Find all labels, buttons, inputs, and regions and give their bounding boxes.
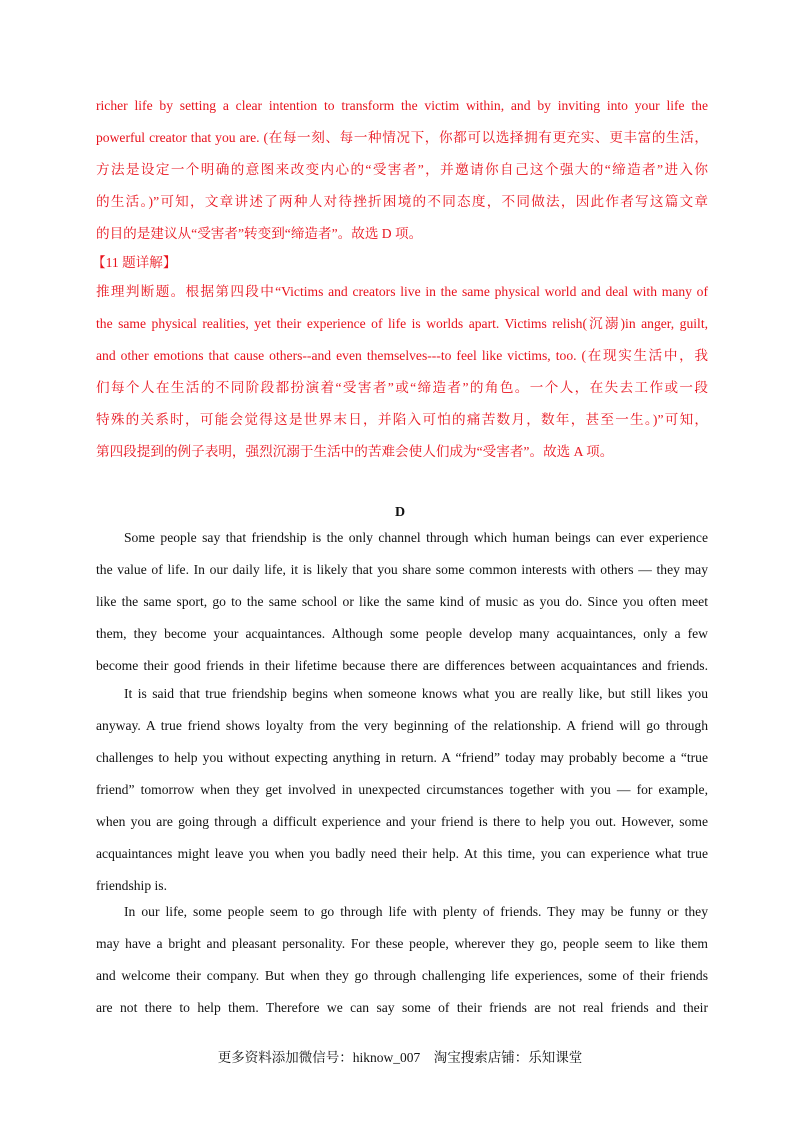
- answer-c-line-3: 方法是设定一个明确的意图来改变内心的“受害者”，并邀请你自己这个强大的“缔造者”进入你: [96, 162, 708, 177]
- answer-11-heading: 【11 题详解】: [92, 255, 177, 270]
- passage-d-line-3: like the same sport, go to the same school or like the same kind of music as you do. Since you often meet: [96, 594, 708, 609]
- answer-11-line-5: 特殊的关系时，可能会觉得这是世界末日，并陷入可怕的痛苦数月，数年，甚至一生。)”可知，: [96, 412, 708, 427]
- passage-d-line-5: become their good friends in their lifetime because there are differences between acquaintances and friends.: [96, 658, 708, 673]
- passage-d-line-9: friend” tomorrow when they get involved in unexpected circumstances together with you — for example,: [96, 782, 708, 797]
- answer-c-line-5: 的目的是建议从“受害者”转变到“缔造者”。故选 D 项。: [96, 226, 423, 241]
- answer-11-line-4: 们每个人在生活的不同阶段都扮演着“受害者”或“缔造者”的角色。一个人，在失去工作或一段: [96, 380, 708, 395]
- passage-d-line-7: anyway. A true friend shows loyalty from the very beginning of the relationship. A friend will go through: [96, 718, 708, 733]
- passage-d-line-10: when you are going through a difficult experience and your friend is there to help you out. However, some: [96, 814, 708, 829]
- answer-c-line-1: richer life by setting a clear intention to transform the victim within, and by inviting into your life the: [96, 98, 708, 113]
- passage-d-line-11: acquaintances might leave you when you badly need their help. At this time, you can experience what true: [96, 846, 708, 861]
- passage-d-line-4: them, they become your acquaintances. Although some people develop many acquaintances, only a few: [96, 626, 708, 641]
- passage-d-title: D: [394, 505, 406, 520]
- answer-c-line-4: 的生活。)”可知，文章讲述了两种人对待挫折困境的不同态度，不同做法，因此作者写这篇文章: [96, 194, 708, 209]
- passage-d-line-1: Some people say that friendship is the only channel through which human beings can ever experience: [124, 530, 708, 545]
- answer-11-line-3: and other emotions that cause others--and even themselves---to feel like victims, too. (在现实生活中，我: [96, 348, 708, 363]
- passage-d-line-2: the value of life. In our daily life, it is likely that you share some common interests with others — they may: [96, 562, 708, 577]
- answer-11-line-6: 第四段提到的例子表明，强烈沉溺于生活中的苦难会使人们成为“受害者”。故选 A 项。: [96, 444, 614, 459]
- answer-11-line-1: 推理判断题。根据第四段中“Victims and creators live in the same physical world and deal with many of: [96, 284, 708, 299]
- answer-11-line-2: the same physical realities, yet their experience of life is worlds apart. Victims relish(沉溺)in anger, guilt,: [96, 316, 708, 331]
- passage-d-line-13: In our life, some people seem to go through life with plenty of friends. They may be funny or they: [124, 904, 708, 919]
- passage-d-line-6: It is said that true friendship begins when someone knows what you are really like, but still likes you: [124, 686, 708, 701]
- page-footer: 更多资料添加微信号：hiknow_007 淘宝搜索店铺：乐知课堂: [217, 1050, 583, 1065]
- passage-d-line-8: challenges to help you without expecting anything in return. A “friend” today may probably become a “true: [96, 750, 708, 765]
- answer-c-line-2: powerful creator that you are. (在每一刻、每一种情况下，你都可以选择拥有更充实、更丰富的生活，: [96, 130, 708, 145]
- passage-d-line-14: may have a bright and pleasant personality. For these people, wherever they go, people seem to like them: [96, 936, 708, 951]
- passage-d-line-16: are not there to help them. Therefore we can say some of their friends are not real friends and their: [96, 1000, 708, 1015]
- passage-d-line-12: friendship is.: [96, 878, 167, 893]
- passage-d-line-15: and welcome their company. But when they go through challenging life experiences, some of their friends: [96, 968, 708, 983]
